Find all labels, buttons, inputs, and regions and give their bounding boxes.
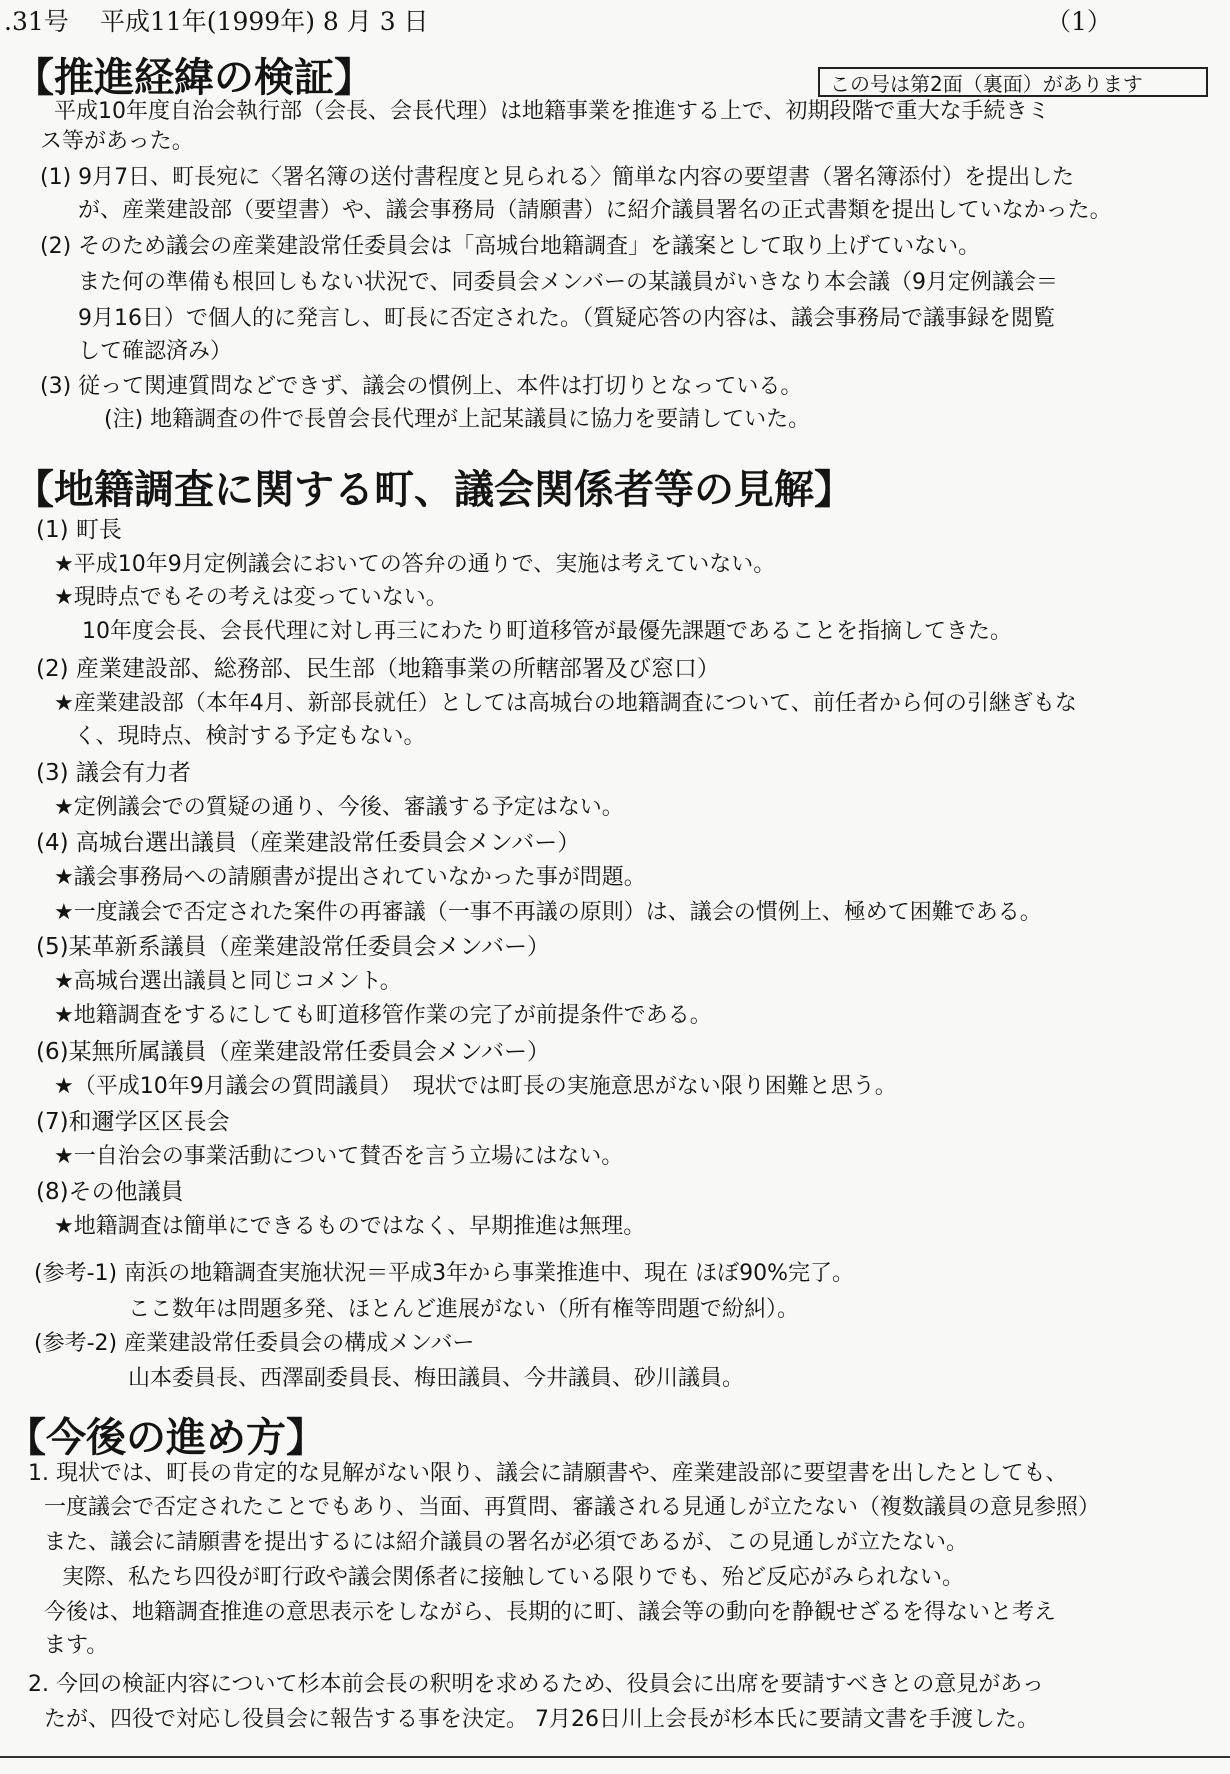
text-line: (2) そのため議会の産業建設常任委員会は「高城台地籍調査」を議案として取り上げていない。 [40,234,981,259]
text-line: 2. 今回の検証内容について杉本前会長の釈明を求めるため、役員会に出席を要請すべきとの意見があっ [28,1672,1045,1697]
section-title-future: 【今後の進め方】 [6,1415,326,1461]
text-line: 一度議会で否定されたことでもあり、当面、再質問、審議される見通しが立たない（複数議員の意見参照） [44,1495,1101,1520]
text-line: ★産業建設部（本年4月、新部長就任）としては高城台の地籍調査について、前任者から何の引継ぎもな [54,691,1077,716]
sub-heading: (5)某革新系議員（産業建設常任委員会メンバー） [36,934,550,960]
page-header [0,2,1230,42]
issue-date: 平成11年(1999年) 8 月 3 日 [100,7,429,36]
text-line: 1. 現状では、町長の肯定的な見解がない限り、議会に請願書や、産業建設部に要望書を出したとしても、 [28,1461,1068,1486]
bottom-divider [0,1756,1230,1758]
text-line: ス等があった。 [40,129,194,154]
text-line: ます。 [44,1633,109,1658]
section-title-opinions: 【地籍調査に関する町、議会関係者等の見解】 [14,467,854,513]
text-line: (3) 従って関連質問などできず、議会の慣例上、本件は打切りとなっている。 [40,374,803,399]
reference-line: (参考-2) 産業建設常任委員会の構成メンバー [34,1331,475,1356]
text-line: (1) 9月7日、町長宛に〈署名簿の送付書程度と見られる〉簡単な内容の要望書（署名簿添付）を提出した [40,165,1075,190]
second-page-notice: この号は第2面（裏面）があります [818,67,1208,97]
sub-heading: (2) 産業建設部、総務部、民生部（地籍事業の所轄部署及び窓口） [36,656,720,682]
reference-line: ここ数年は問題多発、ほとんど進展がない（所有権等問題で紛糾）。 [128,1297,800,1322]
text-line: 10年度会長、会長代理に対し再三にわたり町道移管が最優先課題であることを指摘してきた。 [82,619,1012,644]
text-line: ★一自治会の事業活動について賛否を言う立場にはない。 [54,1144,624,1169]
reference-line: 山本委員長、西澤副委員長、梅田議員、今井議員、砂川議員。 [128,1366,745,1391]
text-line: また、議会に請願書を提出するには紹介議員の署名が必須であるが、この見通しが立たない。 [44,1530,969,1555]
text-line: ★高城台選出議員と同じコメント。 [54,969,402,994]
text-line: 実際、私たち四役が町行政や議会関係者に接触している限りでも、殆ど反応がみられない。 [62,1565,965,1590]
sub-heading: (3) 議会有力者 [36,760,191,786]
text-line: ★地籍調査をするにしても町道移管作業の完了が前提条件である。 [54,1003,712,1028]
sub-heading: (6)某無所属議員（産業建設常任委員会メンバー） [36,1039,550,1065]
text-line: して確認済み） [78,339,233,364]
section-title-verification: 【推進経緯の検証】 [14,55,374,101]
text-line: また何の準備も根回しもない状況で、同委員会メンバーの某議員がいきなり本会議（9月定例議会＝ [78,270,1059,295]
text-line: ★一度議会で否定された案件の再審議（一事不再議の原則）は、議会の慣例上、極めて困難である。 [54,900,1042,925]
text-line: ★平成10年9月定例議会においての答弁の通りで、実施は考えていない。 [54,552,776,577]
sub-heading: (7)和邇学区区長会 [36,1109,230,1135]
text-line: ★（平成10年9月議会の質問議員） 現状では町長の実施意思がない限り困難と思う。 [54,1074,897,1099]
text-line: たが、四役で対応し役員会に報告する事を決定。 7月26日川上会長が杉本氏に要請文書を手渡した。 [44,1707,1039,1732]
issue-number: .31号 [4,7,69,36]
text-line: ★現時点でもその考えは変っていない。 [54,585,448,610]
sub-heading: (8)その他議員 [36,1179,184,1205]
text-line: 平成10年度自治会執行部（会長、会長代理）は地籍事業を推進する上で、初期段階で重大な手続きミ [54,99,1050,124]
text-line: く、現時点、検討する予定もない。 [74,724,426,749]
sub-heading: (1) 町長 [36,517,122,543]
sub-heading: (4) 高城台選出議員（産業建設常任委員会メンバー） [36,830,581,856]
text-line: ★地籍調査は簡単にできるものではなく、早期推進は無理。 [54,1214,646,1239]
text-line: が、産業建設部（要望書）や、議会事務局（請願書）に紹介議員署名の正式書類を提出していなかった。 [78,198,1112,223]
text-line: (注) 地籍調査の件で長曽会長代理が上記某議員に協力を要請していた。 [104,407,811,432]
text-line: ★定例議会での質疑の通り、今後、審議する予定はない。 [54,795,624,820]
reference-line: (参考-1) 南浜の地籍調査実施状況＝平成3年から事業推進中、現在 ほぼ90%完了。 [34,1261,854,1286]
text-line: 9月16日）で個人的に発言し、町長に否定された。（質疑応答の内容は、議会事務局で議事録を閲覧 [78,306,1055,331]
text-line: ★議会事務局への請願書が提出されていなかった事が問題。 [54,865,646,890]
text-line: 今後は、地籍調査推進の意思表示をしながら、長期的に町、議会等の動向を静観せざるを得ないと考え [44,1600,1057,1625]
page-number: （1） [1046,7,1112,36]
